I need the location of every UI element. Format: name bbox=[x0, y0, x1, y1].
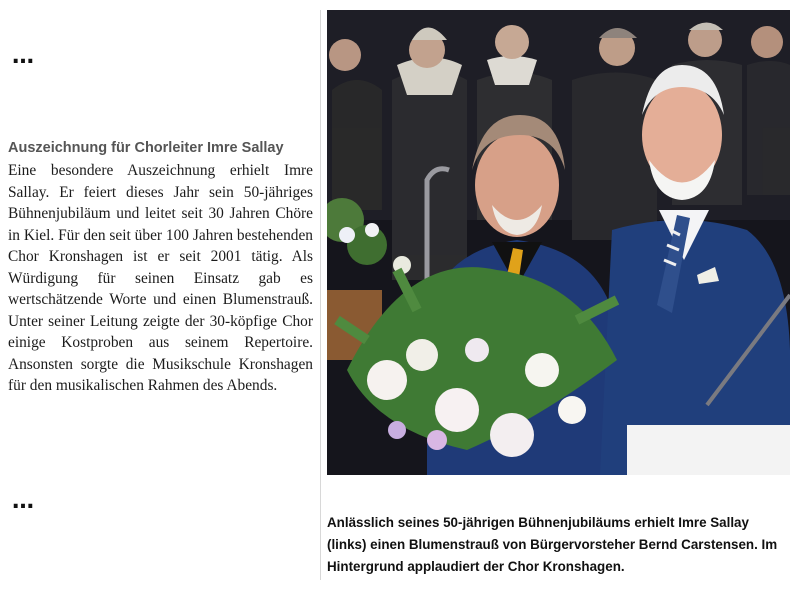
article-column bbox=[8, 140, 313, 397]
article-body: Eine besondere Auszeichnung erhielt Imre Sallay. Er feiert dieses Jahr sein 50-jähriges Bühnenjubiläum und leitet seit 30 Jahren Chöre in Kiel. Für den seit über 100 Jahren bestehenden Chor Kronshagen ist er seit 2001 tätig. Als Würdigung für seinen Einsatz gab es wertschätzende Worte und einen Blumenstrauß. Unter seiner Leitung zeigte der 30-köpfige Chor einige Kostproben aus seinem Repertoire. Ansonsten sorgte die Musikschule Kronshagen für den musikalischen Rahmen des Abends. bbox=[8, 162, 313, 394]
column-divider bbox=[320, 10, 321, 580]
photo-caption: Anlässlich seines 50-jährigen Bühnenjubiläums erhielt Imre Sallay (links) einen Blumenstrauß von Bürgervorsteher Bernd Carstensen. Im Hintergrund applaudiert der Chor Kronshagen. bbox=[327, 515, 778, 574]
article-photo bbox=[327, 10, 790, 475]
ellipsis-top: … bbox=[12, 44, 35, 69]
article-heading: Auszeichnung für Chorleiter Imre Sallay bbox=[8, 140, 284, 156]
ellipsis-bottom: … bbox=[12, 489, 35, 514]
